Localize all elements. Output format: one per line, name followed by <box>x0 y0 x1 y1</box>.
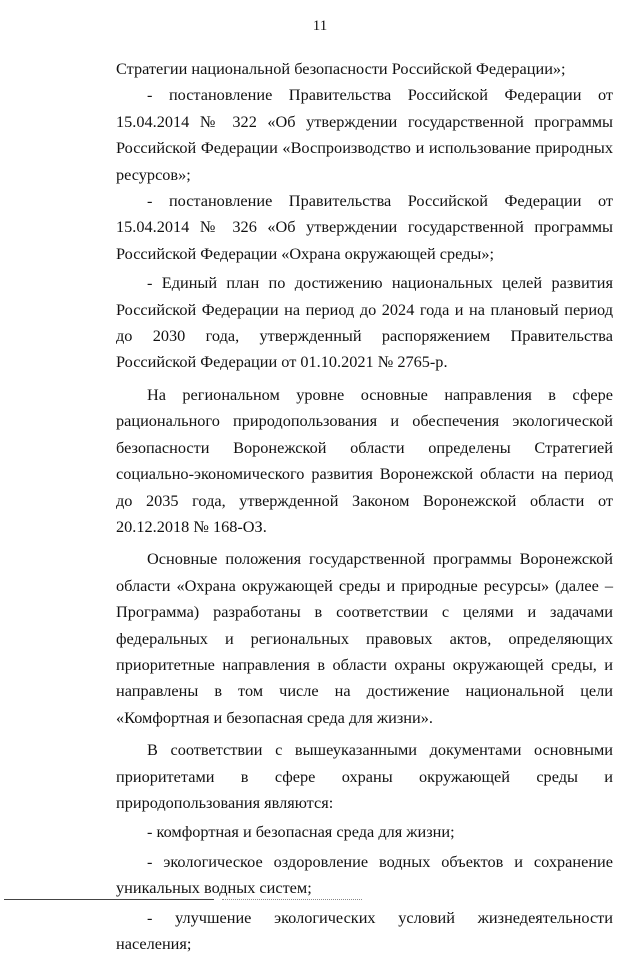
list-item-resolution-326: - постановление Правительства Российской Федерации от 15.04.2014 № 326 «Об утверждении государственной программы Российской Федерации «Охрана окружающей среды»; <box>116 191 613 263</box>
list-item-resolution-322: - постановление Правительства Российской Федерации от 15.04.2014 № 322 «Об утверждении государственной программы Российской Федерации «Воспроизводство и использование природных ресурсов»; <box>116 85 613 184</box>
document-body <box>116 56 613 957</box>
paragraph-regional-level: На региональном уровне основные направления в сфере рационального природопользования и обеспечения экологической безопасности Воронежской области определены Стратегией социально-экономического развития Воронежской области на период до 2035 года, утвержденной Законом Воронежской области от 20.12.2018 № 168-ОЗ. <box>116 384 613 536</box>
page-number: 11 <box>312 18 328 34</box>
footer-dotted-rule <box>222 899 362 900</box>
paragraph-strategy-continuation: Стратегии национальной безопасности Российской Федерации»; <box>116 59 566 78</box>
list-item-comfortable-environment: - комфортная и безопасная среда для жизни; <box>147 822 455 842</box>
paragraph-program-provisions: Основные положения государственной программы Воронежской области «Охрана окружающей среды и природные ресурсы» (далее – Программа) разработаны в соответствии с целями и задачами федеральных и региональных правовых актов, определяющих приоритетные направления в области охраны окружающей среды, и направлены в том числе на достижение национальной цели «Комфортная и безопасная среда для жизни». <box>116 549 613 727</box>
list-item-ecological-conditions: - улучшение экологических условий жизнедеятельности населения; <box>116 907 613 953</box>
footer-rule <box>4 899 214 900</box>
list-item-water-objects: - экологическое оздоровление водных объектов и сохранение уникальных водных систем; <box>116 851 613 898</box>
list-item-unified-plan: - Единый план по достижению национальных целей развития Российской Федерации на период до 2024 года и на плановый период до 2030 года, утвержденный распоряжением Правительства Российской Федерации от 01.10.2021 № 2765-р. <box>116 273 613 372</box>
paragraph-priorities-intro: В соответствии с вышеуказанными документами основными приоритетами в сфере охраны окружающей среды и природопользования являются: <box>116 740 613 812</box>
